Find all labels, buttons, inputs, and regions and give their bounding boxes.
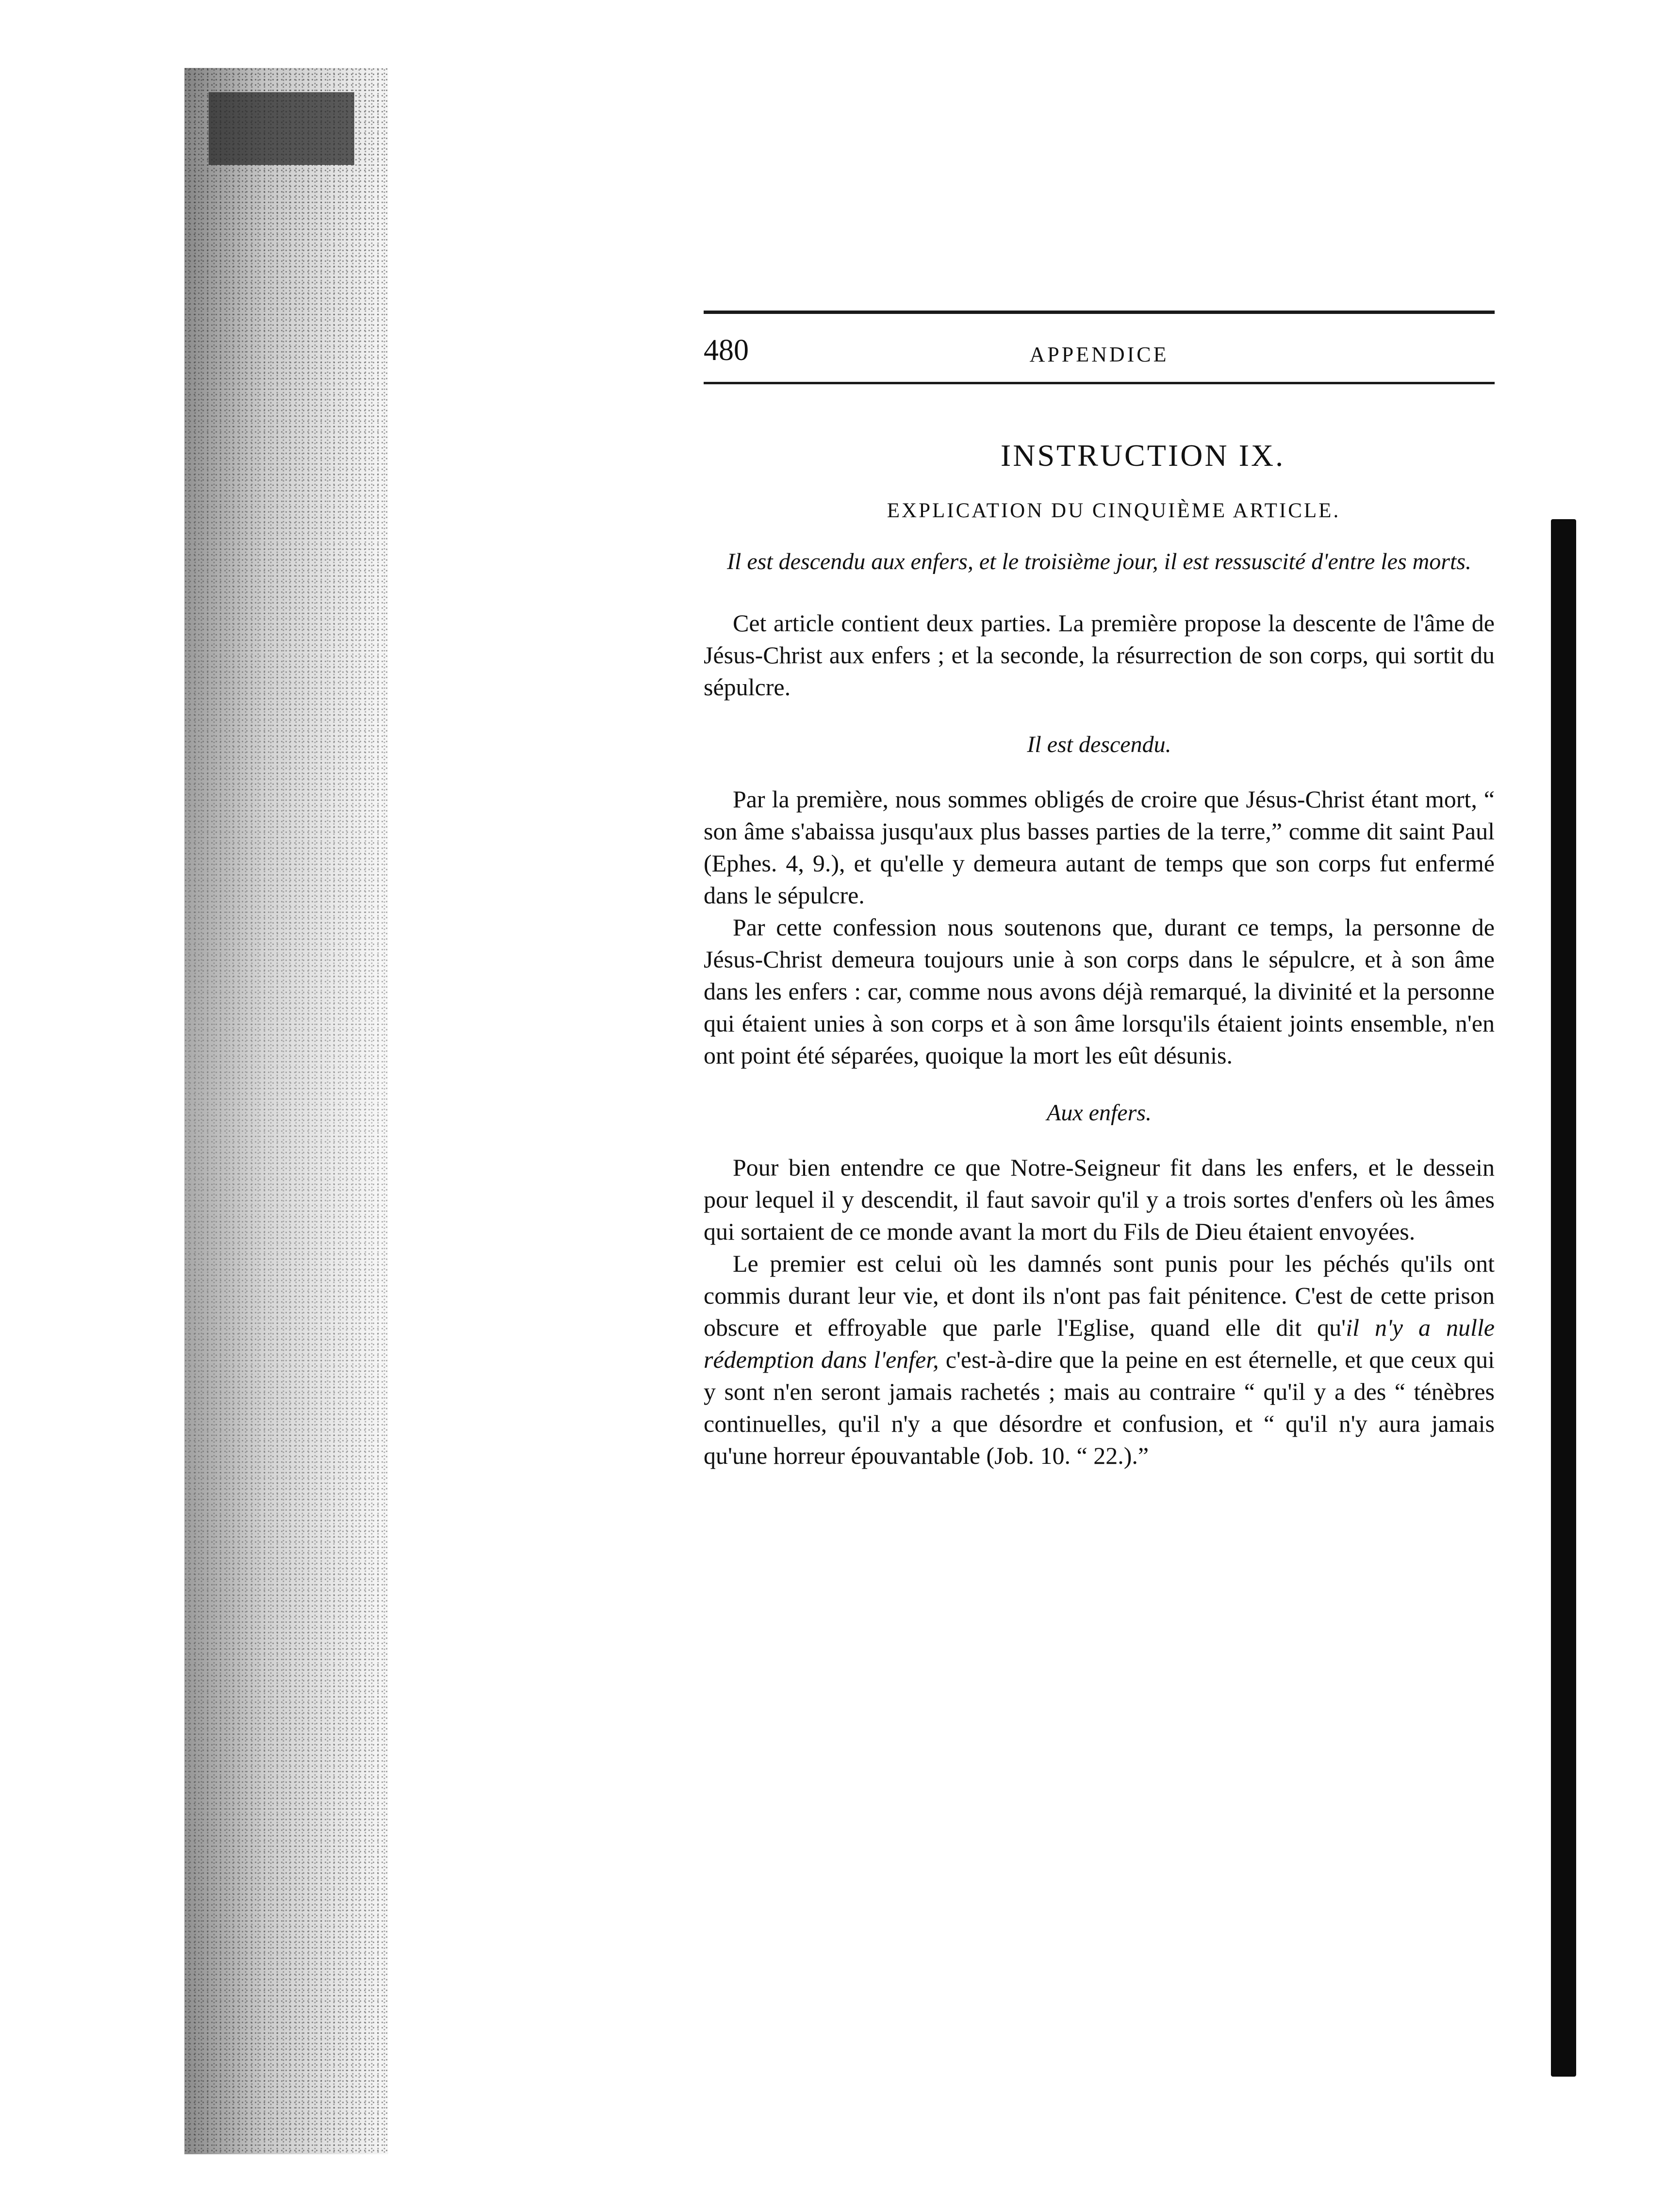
scan-edge-dark-patch <box>209 92 354 165</box>
paragraph-1: Cet article contient deux parties. La première propose la descente de l'âme de Jésus-Christ aux enfers ; et la seconde, la résurrection de son corps, qui sortit du sépulcre. <box>704 609 1495 701</box>
header-rule-bottom <box>704 382 1495 384</box>
running-head <box>704 314 1495 382</box>
paragraph-4: Pour bien entendre ce que Notre-Seigneur fit dans les enfers, et le dessein pour lequel il y descendit, il faut savoir qu'il y a trois sortes d'enfers où les âmes qui sortaient de ce monde avant la mort du Fils de Dieu étaient envoyées. <box>704 1154 1495 1245</box>
paragraph-3: Par cette confession nous soutenons que, durant ce temps, la personne de Jésus-Christ demeura toujours unie à son corps dans le sépulcre, et à son âme dans les enfers : car, comme nous avons déjà remarqué, la divinité et la personne qui étaient unies à son corps et à son âme lorsqu'ils étaient joints ensemble, n'en ont point été séparées, quoique la mort les eût désunis. <box>704 914 1495 1069</box>
scan-edge-noise <box>184 68 388 2154</box>
epigraph: Il est descendu aux enfers, et le troisième jour, il est ressuscité d'entre les morts. <box>727 549 1471 574</box>
section-subtitle: EXPLICATION DU CINQUIÈME ARTICLE. <box>887 499 1341 522</box>
scan-edge-bar <box>1551 519 1576 2077</box>
paragraph-5 <box>704 1247 1495 1472</box>
header-rule-top <box>704 311 1495 314</box>
subheading-aux-enfers: Aux enfers. <box>1047 1100 1152 1126</box>
running-title: APPENDICE <box>1029 343 1169 366</box>
page-number: 480 <box>704 334 749 367</box>
section-title: INSTRUCTION IX. <box>1000 438 1285 473</box>
book-page <box>704 311 1495 1472</box>
paragraph-2: Par la première, nous sommes obligés de croire que Jésus-Christ étant mort, “ son âme s'abaissa jusqu'aux plus basses parties de la terre,” comme dit saint Paul (Ephes. 4, 9.), et qu'elle y demeura autant de temps que son corps fut enfermé dans le sépulcre. <box>704 786 1495 909</box>
paragraph-5-quote: il n'y a nulle rédemption dans l'enfer, <box>704 1314 1495 1373</box>
paragraph-5-part-1: Le premier est celui où les damnés sont punis pour les péchés qu'ils ont commis durant leur vie, et dont ils n'ont pas fait pénitence. C'est de cette prison obscure et effroyable que parle l'Eglise, quand elle dit qu' <box>704 1250 1495 1341</box>
paragraph-5-part-2: c'est-à-dire que la peine en est éternelle, et que ceux qui y sont n'en seront jamais rachetés ; mais au contraire “ qu'il y a des “ ténèbres continuelles, qu'il n'y a que désordre et confusion, et “ qu'il n'y aura jamais qu'une horreur épouvantable (Job. 10. “ 22.).” <box>704 1346 1495 1469</box>
subheading-descendu: Il est descendu. <box>1027 732 1171 757</box>
